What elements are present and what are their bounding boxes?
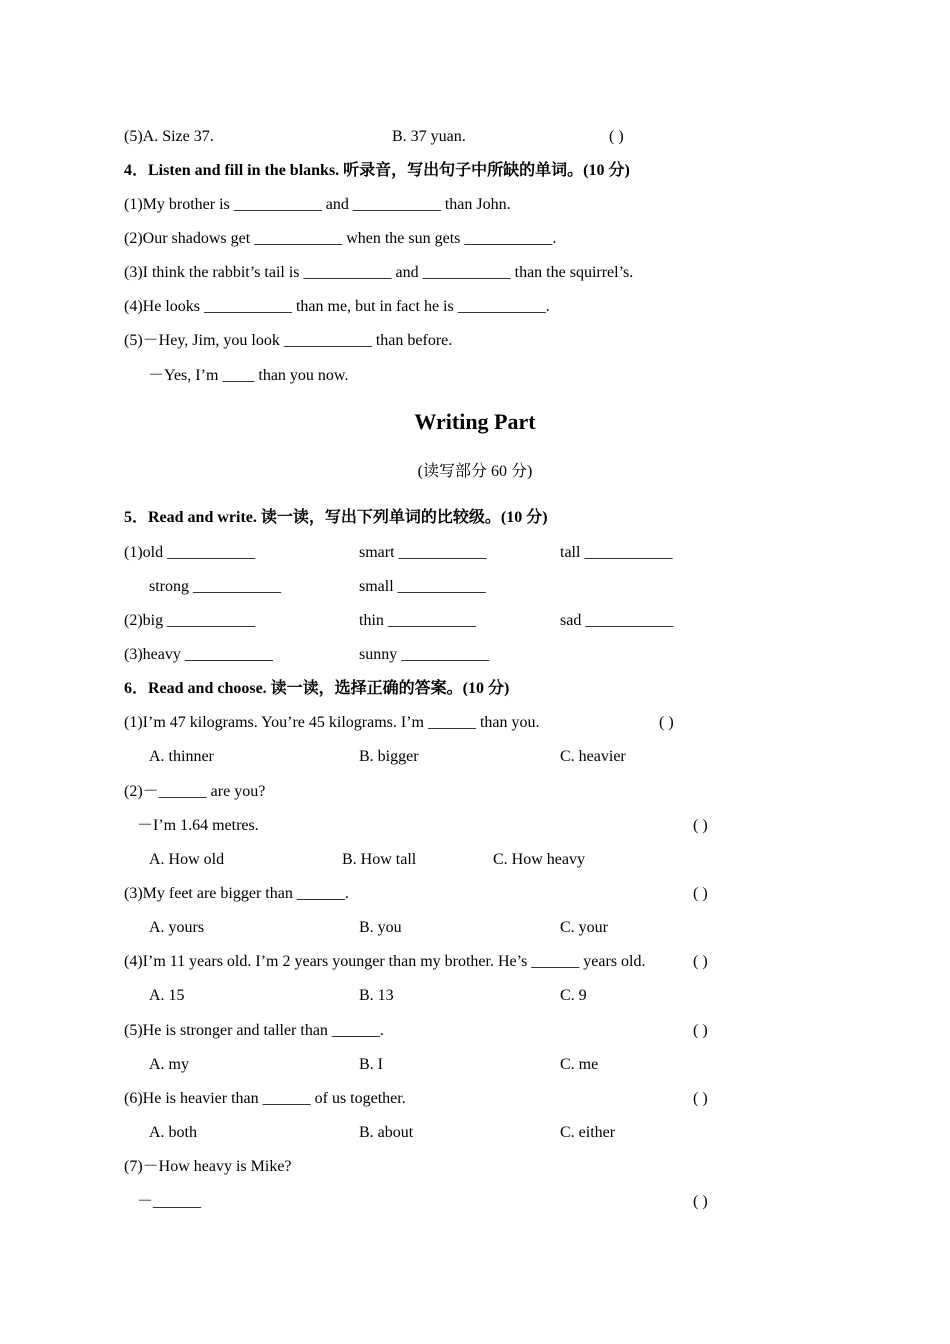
q3-item5-option-a: (5)A. Size 37. — [124, 128, 214, 145]
q6-item3-option-b: B. you — [359, 919, 402, 936]
q4-line-5-reply: －Yes, I’m ____ than you now. — [148, 367, 349, 384]
q6-item2-option-c: C. How heavy — [493, 851, 585, 868]
q5-word: (3)heavy ___________ — [124, 646, 273, 663]
q3-item5-option-b: B. 37 yuan. — [392, 128, 466, 145]
q6-item4-option-a: A. 15 — [149, 987, 185, 1004]
q5-word: thin ___________ — [359, 612, 476, 629]
q6-item5-answer-paren: ( ) — [693, 1022, 708, 1039]
q6-item6-option-a: A. both — [149, 1124, 197, 1141]
q6-item4-answer-paren: ( ) — [693, 953, 708, 970]
q5-word: (2)big ___________ — [124, 612, 256, 629]
q6-item6-answer-paren: ( ) — [693, 1090, 708, 1107]
q6-item6-option-b: B. about — [359, 1124, 414, 1141]
q6-item6-option-c: C. either — [560, 1124, 616, 1141]
q4-line-1: (1)My brother is ___________ and ___________ than John. — [124, 196, 511, 213]
q6-item3-option-c: C. your — [560, 919, 608, 936]
q6-item1-option-a: A. thinner — [149, 748, 214, 765]
q6-item7-stem-reply: －______ — [137, 1193, 202, 1210]
q4-line-4: (4)He looks ___________ than me, but in fact he is ___________. — [124, 298, 550, 315]
q5-word: sad ___________ — [560, 612, 674, 629]
q4-line-2: (2)Our shadows get ___________ when the sun gets ___________. — [124, 230, 557, 247]
q6-item3-option-a: A. yours — [149, 919, 205, 936]
q6-item4-option-c: C. 9 — [560, 987, 587, 1004]
q6-item5-option-a: A. my — [149, 1056, 189, 1073]
q6-item3-answer-paren: ( ) — [693, 885, 708, 902]
q6-item1-option-b: B. bigger — [359, 748, 419, 765]
writing-part-title: Writing Part — [414, 409, 536, 434]
q6-item5-option-c: C. me — [560, 1056, 599, 1073]
q6-item2-stem: (2)－______ are you? — [124, 783, 266, 800]
q5-heading: 5．Read and write. 读一读，写出下列单词的比较级。(10 分) — [124, 509, 548, 526]
q6-item2-option-a: A. How old — [149, 851, 225, 868]
q5-word: strong ___________ — [149, 578, 281, 595]
q6-item5-option-b: B. I — [359, 1056, 383, 1073]
q6-item7-answer-paren: ( ) — [693, 1193, 708, 1210]
q3-item5-answer-paren: ( ) — [609, 128, 624, 145]
q6-item2-option-b: B. How tall — [342, 851, 417, 868]
q6-item1-answer-paren: ( ) — [659, 714, 674, 731]
q6-item2-stem-reply: －I’m 1.64 metres. — [137, 817, 259, 834]
q5-word: (1)old ___________ — [124, 544, 256, 561]
q5-word: sunny ___________ — [359, 646, 490, 663]
q6-item5-stem: (5)He is stronger and taller than ______. — [124, 1022, 384, 1039]
q6-item4-stem: (4)I’m 11 years old. I’m 2 years younger than my brother. He’s ______ years old. — [124, 953, 646, 970]
q4-line-5: (5)－Hey, Jim, you look ___________ than before. — [124, 332, 453, 349]
q6-item6-stem: (6)He is heavier than ______ of us together. — [124, 1090, 406, 1107]
q6-heading: 6．Read and choose. 读一读，选择正确的答案。(10 分) — [124, 680, 510, 697]
q4-line-3: (3)I think the rabbit’s tail is ___________ and ___________ than the squirrel’s. — [124, 264, 634, 281]
q6-item3-stem: (3)My feet are bigger than ______. — [124, 885, 349, 902]
writing-part-subtitle: (读写部分 60 分) — [417, 463, 533, 480]
q6-item1-stem: (1)I’m 47 kilograms. You’re 45 kilograms. I’m ______ than you. — [124, 714, 540, 731]
q6-item2-answer-paren: ( ) — [693, 817, 708, 834]
q5-word: tall ___________ — [560, 544, 673, 561]
q4-heading: 4．Listen and fill in the blanks. 听录音，写出句子中所缺的单词。(10 分) — [124, 162, 630, 179]
q5-word: small ___________ — [359, 578, 486, 595]
q6-item4-option-b: B. 13 — [359, 987, 394, 1004]
q6-item7-stem: (7)－How heavy is Mike? — [124, 1158, 292, 1175]
q6-item1-option-c: C. heavier — [560, 748, 626, 765]
q5-word: smart ___________ — [359, 544, 487, 561]
